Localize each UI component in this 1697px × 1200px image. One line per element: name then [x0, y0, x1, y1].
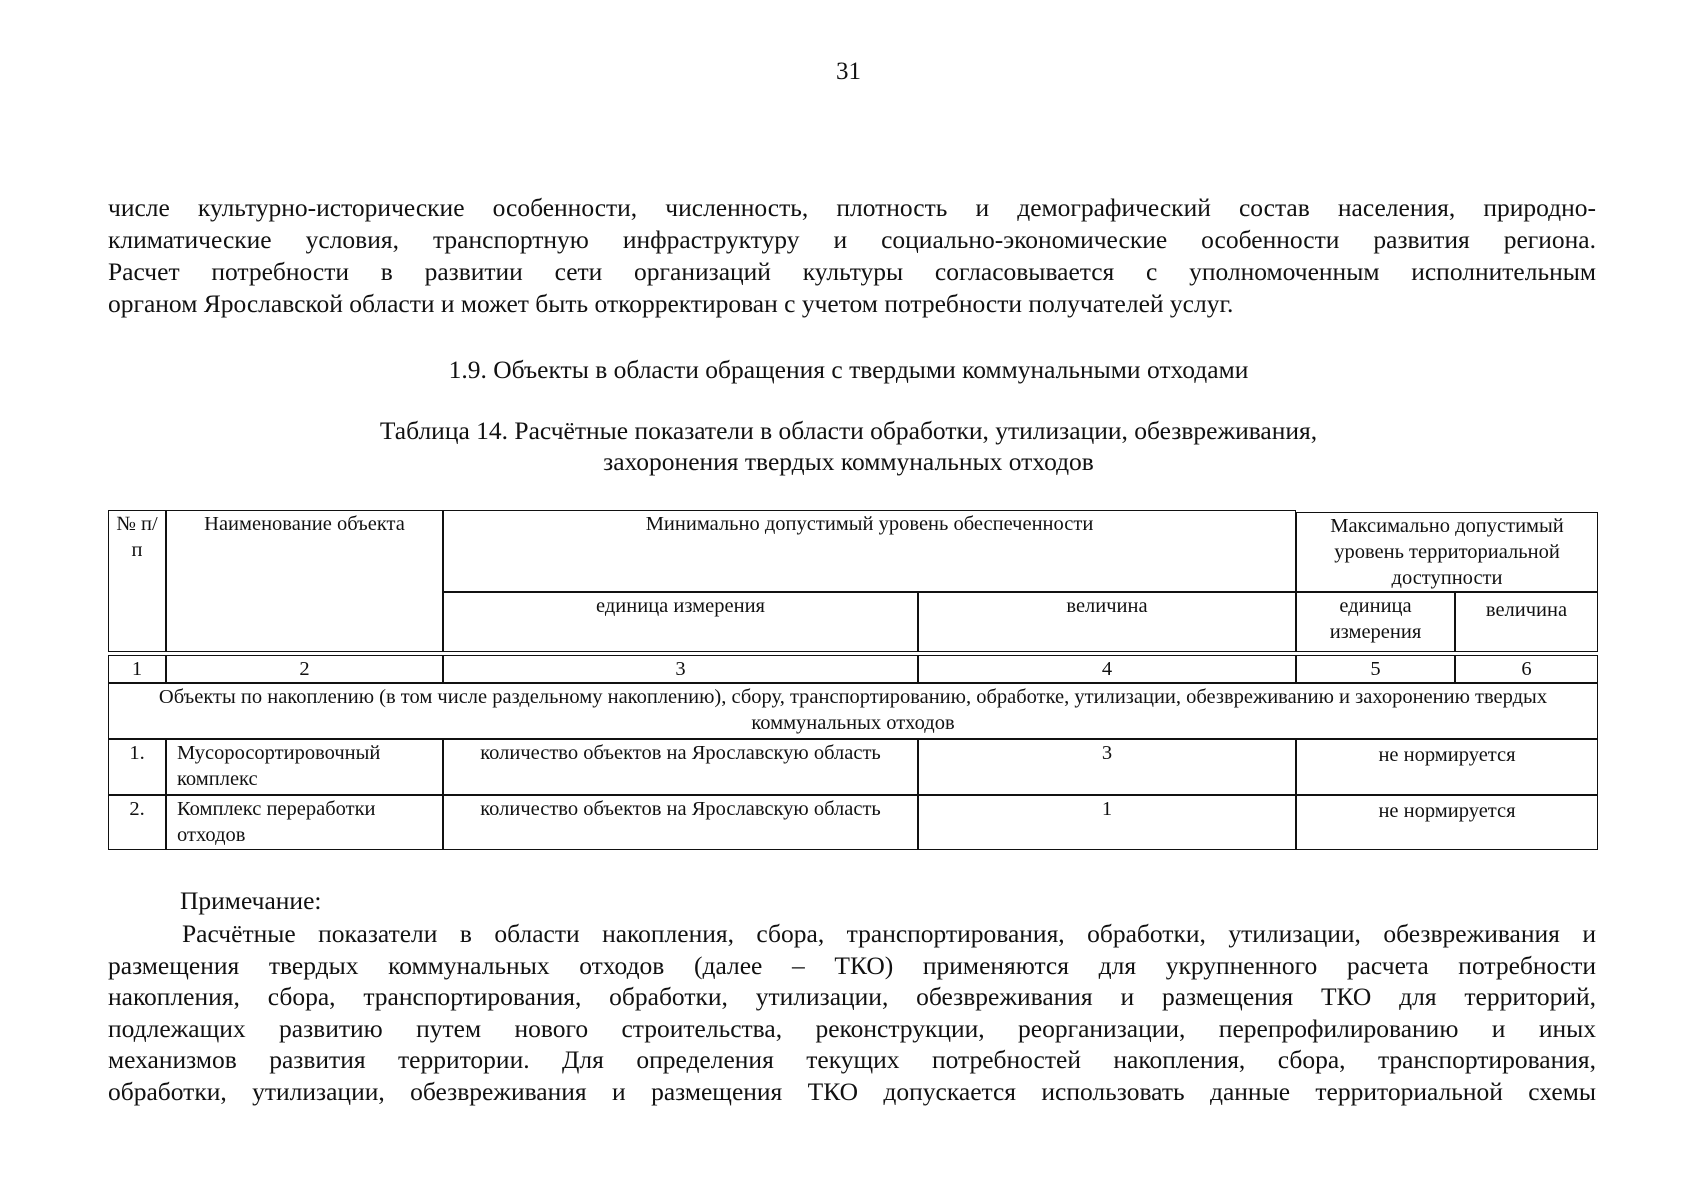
section-heading: 1.9. Объекты в области обращения с твердыми коммунальными отходами [448, 355, 1249, 384]
col-number: 5 [1296, 655, 1455, 683]
row-name: Мусоросортировочный комплекс [166, 739, 443, 795]
col-number: 4 [918, 655, 1296, 683]
note-line: подлежащих развитию путем нового строительства, реконструкции, реорганизации, перепрофилированию и иных [108, 1013, 1596, 1043]
intro-line: климатические условия, транспортную инфраструктуру и социально-экономические особенности развития региона. [108, 225, 1596, 254]
row-value: 1 [918, 795, 1296, 850]
intro-line: Расчет потребности в развитии сети организаций культуры согласовывается с уполномоченным исполнительным [108, 257, 1596, 286]
header-name: Наименование объекта [166, 510, 443, 652]
row-max: не нормируется [1296, 739, 1598, 795]
header-unit: единица измерения [443, 592, 918, 652]
row-num: 2. [108, 795, 166, 850]
intro-line: органом Ярославской области и может быть откорректирован с учетом потребности получателей услуг. [108, 289, 1234, 318]
page-number: 31 [836, 58, 861, 85]
header-unit-2: единица измерения [1296, 592, 1455, 652]
note-line: механизмов развития территории. Для определения текущих потребностей накопления, сбора, транспортирования, [108, 1045, 1596, 1074]
note-line: размещения твердых коммунальных отходов (далее – ТКО) применяются для укрупненного расчета потребности [108, 950, 1596, 980]
row-name: Комплекс переработки отходов [166, 795, 443, 850]
row-unit: количество объектов на Ярославскую область [443, 739, 918, 795]
header-max-level: Максимально допустимый уровень территориальной доступности [1296, 512, 1598, 592]
col-number: 6 [1455, 655, 1598, 683]
header-min-level: Минимально допустимый уровень обеспеченности [443, 510, 1296, 592]
row-num: 1. [108, 739, 166, 795]
col-number: 3 [443, 655, 918, 683]
note-line: Расчётные показатели в области накопления, сбора, транспортирования, обработки, утилизации, обезвреживания и [182, 919, 1596, 948]
col-number: 2 [166, 655, 443, 683]
note-line: накопления, сбора, транспортирования, обработки, утилизации, обезвреживания и размещения ТКО для территорий, [108, 982, 1596, 1011]
indicators-table [108, 510, 1598, 860]
intro-paragraph [108, 192, 1596, 320]
note-paragraph [108, 918, 1596, 1107]
table-caption [0, 415, 1697, 477]
group-row: Объекты по накоплению (в том числе раздельному накоплению), сбору, транспортированию, обработке, утилизации, обезвреживанию и захоронению твердых коммунальных отходов [108, 683, 1598, 739]
note-title: Примечание: [180, 886, 322, 915]
table-caption-line: захоронения твердых коммунальных отходов [603, 447, 1094, 476]
row-value: 3 [918, 739, 1296, 795]
note-line: обработки, утилизации, обезвреживания и размещения ТКО допускается использовать данные территориальной схемы [108, 1076, 1596, 1106]
header-num: № п/п [108, 510, 166, 652]
row-max: не нормируется [1296, 795, 1598, 850]
header-value-2: величина [1455, 592, 1598, 652]
table-caption-line: Таблица 14. Расчётные показатели в области обработки, утилизации, обезвреживания, [379, 416, 1318, 445]
col-number: 1 [108, 655, 166, 683]
header-value: величина [918, 592, 1296, 652]
row-unit: количество объектов на Ярославскую область [443, 795, 918, 850]
intro-line: числе культурно-исторические особенности, численность, плотность и демографический состав населения, природно- [108, 193, 1596, 222]
